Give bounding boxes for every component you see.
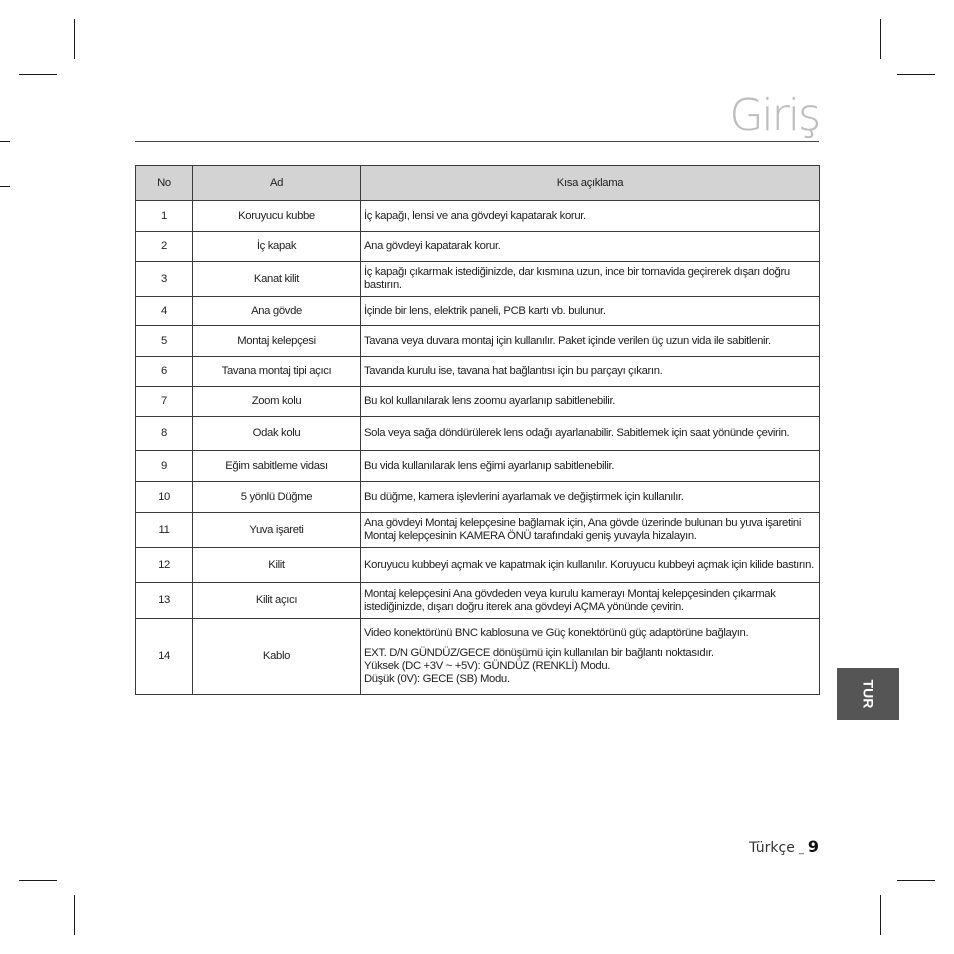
crop-mark [74,895,75,935]
table-row [136,583,820,619]
header-name: Ad [193,166,361,201]
header-no: No [136,166,193,201]
language-tab-label: TUR [860,679,876,709]
crop-mark [880,19,881,59]
table-row [136,548,820,583]
cell-no: 14 [136,619,193,695]
table-row [136,326,820,357]
table-row [136,482,820,513]
cell-name: Odak kolu [193,417,361,451]
cell-no: 3 [136,262,193,297]
description-line: EXT. D/N GÜNDÜZ/GECE dönüşümü için kullanılan bir bağlantı noktasıdır. [364,647,714,659]
cell-no: 7 [136,387,193,417]
cell-name: Tavana montaj tipi açıcı [193,357,361,387]
page-footer [749,837,819,856]
footer-language: Türkçe [749,840,795,856]
cell-description: Tavanda kurulu ise, tavana hat bağlantısı için bu parçayı çıkarın. [361,357,820,387]
cell-description: Koruyucu kubbeyi açmak ve kapatmak için kullanılır. Koruyucu kubbeyi açmak için kilide bastırın. [361,548,820,583]
cell-name: İç kapak [193,232,361,262]
cell-description: İç kapağı, lensi ve ana gövdeyi kapatarak korur. [361,201,820,232]
cell-no: 1 [136,201,193,232]
footer-separator: _ [798,844,804,855]
language-tab [837,668,899,720]
cell-name: Yuva işareti [193,513,361,548]
table-row [136,513,820,548]
table-row [136,619,820,695]
cell-no: 5 [136,326,193,357]
cell-no: 9 [136,451,193,482]
table-row [136,201,820,232]
cell-description: Sola veya sağa döndürülerek lens odağı ayarlanabilir. Sabitlemek için saat yönünde çevirin. [361,417,820,451]
crop-mark [19,74,57,75]
cell-name: Kablo [193,619,361,695]
cell-name: Koruyucu kubbe [193,201,361,232]
cell-description: Montaj kelepçesini Ana gövdeden veya kurulu kamerayı Montaj kelepçesinden çıkarmak istediğinizde, dışarı doğru iterek ana gövdeyi AÇMA yönünde çevirin. [361,583,820,619]
cell-description [361,619,820,695]
cell-description: İçinde bir lens, elektrik paneli, PCB kartı vb. bulunur. [361,297,820,326]
cell-name: Ana gövde [193,297,361,326]
description-gap [364,640,816,647]
table-row [136,387,820,417]
table-row [136,357,820,387]
cell-name: Zoom kolu [193,387,361,417]
description-line: Video konektörünü BNC kablosuna ve Güç konektörünü güç adaptörüne bağlayın. [364,627,749,639]
cell-no: 13 [136,583,193,619]
cell-description: Bu düğme, kamera işlevlerini ayarlamak ve değiştirmek için kullanılır. [361,482,820,513]
cell-description: Bu vida kullanılarak lens eğimi ayarlanıp sabitlenebilir. [361,451,820,482]
cell-no: 10 [136,482,193,513]
page-title: Giriş [729,90,819,141]
description-line: Yüksek (DC +3V ~ +5V): GÜNDÜZ (RENKLİ) Modu. [364,660,611,672]
title-rule [135,141,819,142]
crop-mark [0,141,10,142]
cell-description: Bu kol kullanılarak lens zoomu ayarlanıp sabitlenebilir. [361,387,820,417]
cell-name: 5 yönlü Düğme [193,482,361,513]
cell-description: Tavana veya duvara montaj için kullanılır. Paket içinde verilen üç uzun vida ile sabitlenir. [361,326,820,357]
table-row [136,262,820,297]
cell-name: Eğim sabitleme vidası [193,451,361,482]
header-description: Kısa açıklama [361,166,820,201]
cell-name: Montaj kelepçesi [193,326,361,357]
table-row [136,297,820,326]
cell-no: 2 [136,232,193,262]
table-header-row [136,166,820,201]
cell-description: İç kapağı çıkarmak istediğinizde, dar kısmına uzun, ince bir tornavida geçirerek dışarı doğru bastırın. [361,262,820,297]
cell-name: Kilit açıcı [193,583,361,619]
description-line: Düşük (0V): GECE (SB) Modu. [364,673,510,685]
cell-description: Ana gövdeyi Montaj kelepçesine bağlamak için, Ana gövde üzerinde bulunan bu yuva işaretini Montaj kelepçesinin KAMERA ÖNÜ tarafındaki geniş yuvayla hizalayın. [361,513,820,548]
cell-name: Kanat kilit [193,262,361,297]
page-number: 9 [807,837,819,856]
cell-no: 4 [136,297,193,326]
cell-description: Ana gövdeyi kapatarak korur. [361,232,820,262]
table-row [136,451,820,482]
table-row [136,232,820,262]
cell-no: 11 [136,513,193,548]
crop-mark [74,19,75,59]
crop-mark [897,74,935,75]
crop-mark [19,880,57,881]
crop-mark [897,880,935,881]
cell-no: 12 [136,548,193,583]
cell-name: Kilit [193,548,361,583]
parts-table [135,165,820,695]
crop-mark [0,186,10,187]
crop-mark [880,895,881,935]
cell-no: 8 [136,417,193,451]
table-row [136,417,820,451]
cell-no: 6 [136,357,193,387]
